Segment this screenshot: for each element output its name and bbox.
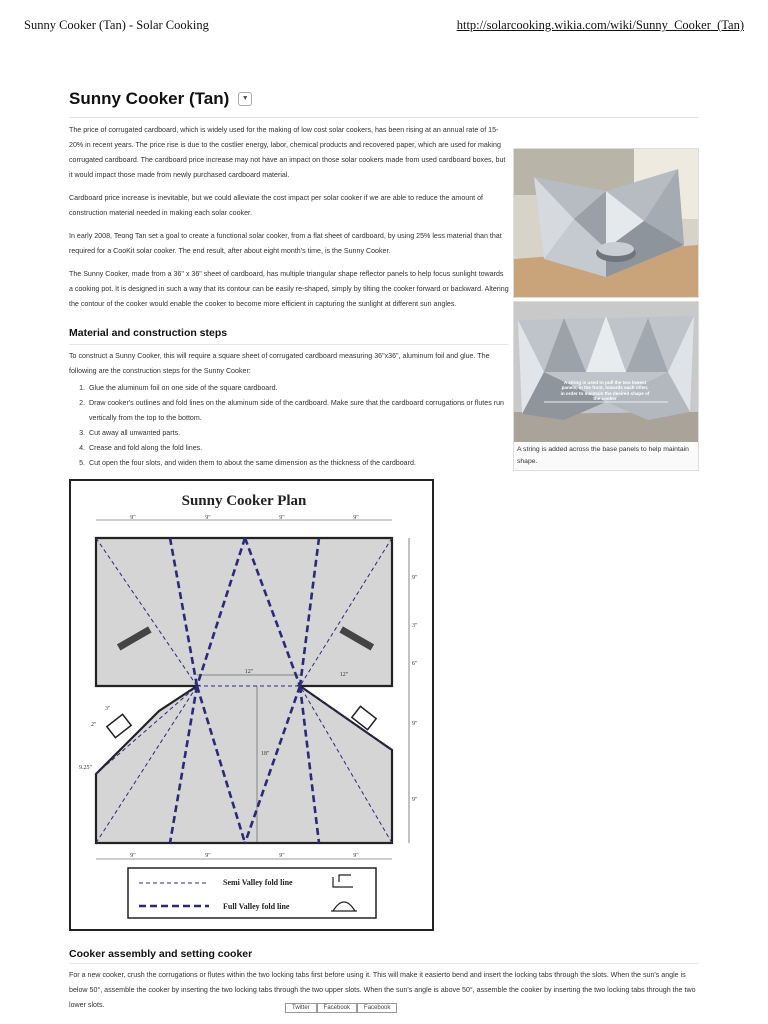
dim-label: 18" bbox=[261, 751, 270, 757]
share-button-facebook-2[interactable]: Facebook bbox=[357, 1003, 397, 1013]
paragraph: Cardboard price increase is inevitable, but we could alleviate the cost impact per solar cooker if we are able to reduce the amount of construction material needed in making each solar cooker. bbox=[69, 194, 484, 217]
print-header bbox=[24, 18, 744, 38]
dim-label: 9" bbox=[205, 515, 211, 521]
photo-cooker-with-string[interactable] bbox=[513, 301, 699, 471]
section-heading-construction: Material and construction steps bbox=[69, 326, 509, 345]
paragraph: In early 2008, Teong Tan set a goal to create a functional solar cooker, from a flat sheet of cardboard, by using 25% less material than that required for a CooKit solar cooker. The end result, after about eight month's time, is the Sunny Cooker. bbox=[69, 232, 502, 255]
list-item: 5. Cut open the four slots, and widen them to about the same dimension as the thickness of the cardboard. bbox=[87, 456, 509, 471]
steps-list bbox=[69, 381, 509, 471]
cooker-photo-illustration bbox=[514, 149, 698, 297]
dim-label: 2" bbox=[91, 722, 97, 728]
page-title: Sunny Cooker (Tan) bbox=[69, 89, 230, 108]
paragraph: For a new cooker, crush the corrugations or flutes within the two locking tabs first before using it. This will make it easierto bend and insert the locking tabs through the slots. When the sun's angle is below 50°, assemble the cooker by inserting the two locking tabs through the two upper slots. When the sun's angle is above 50°, assemble the cooker by inserting the two locking tabs through the two lower slots. bbox=[69, 971, 696, 1009]
share-bar bbox=[285, 1003, 397, 1013]
dim-label: 12" bbox=[244, 669, 254, 675]
list-item: 1. Glue the aluminum foil on one side of the square cardboard. bbox=[87, 381, 509, 396]
share-button-twitter[interactable]: Twitter bbox=[285, 1003, 317, 1013]
dim-label: 9" bbox=[412, 721, 418, 727]
legend-label: Full Valley fold line bbox=[223, 902, 290, 911]
plan-diagram bbox=[69, 479, 434, 931]
plan-title: Sunny Cooker Plan bbox=[181, 493, 307, 509]
list-item: 4. Crease and fold along the fold lines. bbox=[87, 441, 509, 456]
dim-label: 9" bbox=[279, 853, 285, 859]
dim-label: 9" bbox=[412, 575, 418, 581]
list-item: 3. Cut away all unwanted parts. bbox=[87, 426, 509, 441]
dim-label: 9" bbox=[130, 515, 136, 521]
paragraph: The Sunny Cooker, made from a 36" x 36" sheet of cardboard, has multiple triangular shape reflector panels to help focus sunlight towards a cooking pot. It is designed in such a way that its contour can be easily re-shaped, simply by tilting the cooker forward or backward. Altering the contour of the cooker would enable the cooker to become more efficient in capturing the sunlight at different sun angles. bbox=[69, 270, 509, 308]
list-item: 2. Draw cooker's outlines and fold lines on the aluminum side of the cardboard. Make sure that the cardboard corrugations or flutes run vertically from the top to the bottom. bbox=[87, 396, 509, 426]
share-button-facebook[interactable]: Facebook bbox=[317, 1003, 357, 1013]
article bbox=[69, 86, 699, 471]
title-row bbox=[69, 86, 699, 112]
cooker-string-photo-illustration bbox=[514, 302, 698, 442]
legend-label: Semi Valley fold line bbox=[223, 878, 293, 887]
section-intro: To construct a Sunny Cooker, this will require a square sheet of corrugated cardboard measuring 36"x36", aluminum foil and glue. The following are the construction steps for the Sunny Cooker: bbox=[69, 352, 490, 375]
photo-caption: A string is added across the base panels to help maintain shape. bbox=[517, 446, 689, 465]
article-content bbox=[69, 118, 699, 471]
dim-label: 9" bbox=[412, 797, 418, 803]
print-page-url[interactable]: http://solarcooking.wikia.com/wiki/Sunny_Cooker_(Tan) bbox=[456, 18, 744, 32]
photo-sunny-cooker[interactable] bbox=[513, 148, 699, 298]
dim-label: 9.25" bbox=[79, 765, 92, 771]
section-heading-assembly: Cooker assembly and setting cooker bbox=[69, 948, 699, 964]
sunny-cooker-plan[interactable] bbox=[69, 479, 434, 931]
dim-label: 3" bbox=[105, 706, 111, 712]
chevron-down-icon[interactable]: ▼ bbox=[238, 92, 252, 106]
dim-label: 6" bbox=[412, 661, 418, 667]
dim-label: 9" bbox=[279, 515, 285, 521]
dim-label: 9" bbox=[130, 853, 136, 859]
dim-label: 9" bbox=[353, 853, 359, 859]
photo-overlay-text: A string is used to pull the two lowest panels, in the front, towards each other, in order to maintain the desired shape of the cooker bbox=[560, 380, 650, 402]
paragraph: The price of corrugated cardboard, which is widely used for the making of low cost solar cookers, has been rising at an annual rate of 15-20% in recent years. The price rise is due to the costlier energy, labor, chemical products and recovered paper, which are used for making corrugated cardboard. The cardboard price increase may not have an impact on those solar cookers made from used cardboard boxes, but it would impact those made from newly purchased cardboard material. bbox=[69, 126, 506, 179]
article-text bbox=[69, 118, 509, 471]
dim-label: 3" bbox=[412, 623, 418, 629]
print-page-title: Sunny Cooker (Tan) - Solar Cooking bbox=[24, 18, 209, 32]
dim-label: 12" bbox=[339, 672, 349, 678]
dim-label: 9" bbox=[205, 853, 211, 859]
dim-label: 9" bbox=[353, 515, 359, 521]
